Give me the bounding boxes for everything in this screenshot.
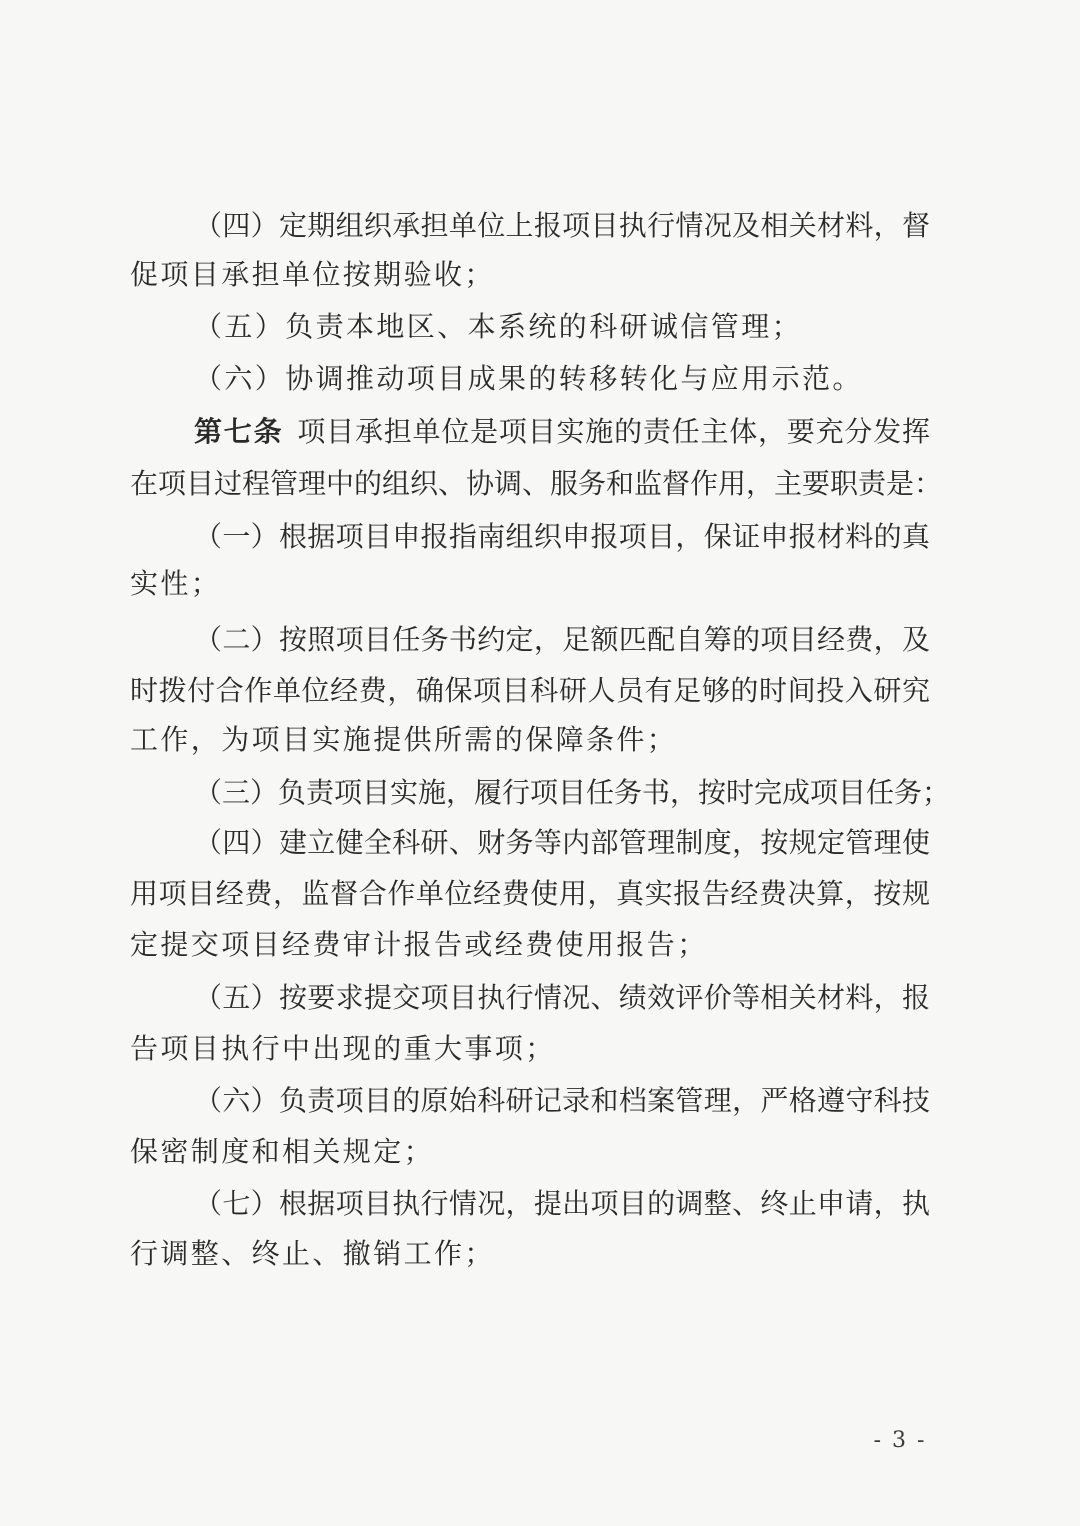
paragraph-line: （五）按要求提交项目执行情况、绩效评价等相关材料，报 <box>194 981 930 1014</box>
paragraph-line: （七）根据项目执行情况，提出项目的调整、终止申请，执 <box>194 1187 930 1220</box>
paragraph-line: 保密制度和相关规定； <box>130 1135 435 1168</box>
paragraph-line: 用项目经费，监督合作单位经费使用，真实报告经费决算，按规 <box>130 877 930 910</box>
paragraph-line: （三）负责项目实施，履行项目任务书，按时完成项目任务； <box>194 776 951 809</box>
article-heading-line <box>130 406 930 458</box>
article-label: 第七条 <box>194 415 284 448</box>
paragraph-line: （二）按照项目任务书约定，足额匹配自筹的项目经费，及 <box>194 623 930 656</box>
paragraph-line: （六）协调推动项目成果的转移转化与应用示范。 <box>194 362 863 395</box>
paragraph-line: 行调整、终止、撤销工作； <box>130 1237 495 1270</box>
paragraph-line: （四）建立健全科研、财务等内部管理制度，按规定管理使 <box>194 826 930 859</box>
paragraph-line: 促项目承担单位按期验收； <box>130 258 495 291</box>
paragraph-line: 在项目过程管理中的组织、协调、服务和监督作用，主要职责是： <box>130 467 943 500</box>
paragraph-line: （六）负责项目的原始科研记录和档案管理，严格遵守科技 <box>194 1084 930 1117</box>
paragraph-line: （五）负责本地区、本系统的科研诚信管理； <box>194 310 803 343</box>
paragraph-line: （一）根据项目申报指南组织申报项目，保证申报材料的真 <box>194 520 930 553</box>
paragraph-line: （四）定期组织承担单位上报项目执行情况及相关材料，督 <box>194 209 930 242</box>
paragraph-line: 告项目执行中出现的重大事项； <box>130 1032 556 1065</box>
page-number: - 3 - <box>873 1428 927 1453</box>
paragraph-line: 工作，为项目实施提供所需的保障条件； <box>130 723 678 756</box>
paragraph-line-text: 项目承担单位是项目实施的责任主体，要充分发挥 <box>297 415 930 448</box>
paragraph-line: 时拨付合作单位经费，确保项目科研人员有足够的时间投入研究 <box>130 674 930 707</box>
paragraph-line: 实性； <box>130 567 222 600</box>
paragraph-line: 定提交项目经费审计报告或经费使用报告； <box>130 928 708 961</box>
